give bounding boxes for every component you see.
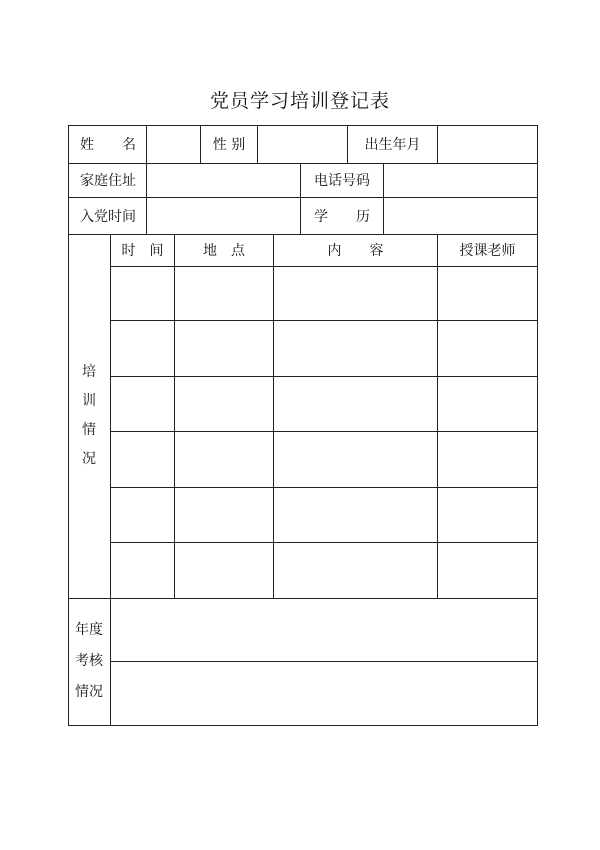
content-cell[interactable] bbox=[274, 543, 437, 598]
join-date-field[interactable] bbox=[147, 198, 300, 234]
location-cell[interactable] bbox=[175, 267, 273, 320]
time-cell[interactable] bbox=[111, 432, 174, 487]
phone-field[interactable] bbox=[384, 164, 537, 197]
assessment-section-label: 年度 考核 情况 bbox=[75, 622, 103, 700]
training-section-label: 培 训 情 况 bbox=[82, 364, 96, 467]
time-cell[interactable] bbox=[111, 321, 174, 376]
header-instructor: 授课老师 bbox=[459, 243, 516, 259]
location-cell[interactable] bbox=[175, 543, 273, 598]
birth-date-label: 出生年月 bbox=[364, 137, 421, 153]
instructor-cell[interactable] bbox=[438, 377, 537, 431]
phone-label: 电话号码 bbox=[314, 173, 370, 189]
instructor-cell[interactable] bbox=[438, 267, 537, 320]
page-title: 党员学习培训登记表 bbox=[209, 90, 390, 112]
content-cell[interactable] bbox=[274, 377, 437, 431]
name-field[interactable] bbox=[147, 126, 200, 163]
content-cell[interactable] bbox=[274, 321, 437, 376]
gender-field[interactable] bbox=[258, 126, 347, 163]
location-cell[interactable] bbox=[175, 377, 273, 431]
location-cell[interactable] bbox=[175, 488, 273, 542]
instructor-cell[interactable] bbox=[438, 543, 537, 598]
time-cell[interactable] bbox=[111, 543, 174, 598]
header-time: 时 间 bbox=[121, 243, 164, 259]
header-location: 地 点 bbox=[203, 243, 245, 259]
instructor-cell[interactable] bbox=[438, 432, 537, 487]
join-date-label: 入党时间 bbox=[80, 208, 136, 225]
location-cell[interactable] bbox=[175, 432, 273, 487]
content-cell[interactable] bbox=[274, 488, 437, 542]
header-content: 内 容 bbox=[327, 243, 384, 259]
birth-date-field[interactable] bbox=[438, 126, 537, 163]
address-field[interactable] bbox=[147, 164, 300, 197]
instructor-cell[interactable] bbox=[438, 321, 537, 376]
time-cell[interactable] bbox=[111, 267, 174, 320]
gender-label: 性 别 bbox=[212, 137, 246, 153]
education-label: 学 历 bbox=[314, 208, 370, 225]
content-cell[interactable] bbox=[274, 267, 437, 320]
assessment-field-1[interactable] bbox=[111, 599, 537, 661]
location-cell[interactable] bbox=[175, 321, 273, 376]
time-cell[interactable] bbox=[111, 488, 174, 542]
assessment-field-2[interactable] bbox=[111, 662, 537, 725]
name-label: 姓 名 bbox=[80, 137, 136, 153]
content-cell[interactable] bbox=[274, 432, 437, 487]
time-cell[interactable] bbox=[111, 377, 174, 431]
instructor-cell[interactable] bbox=[438, 488, 537, 542]
education-field[interactable] bbox=[384, 198, 537, 234]
address-label: 家庭住址 bbox=[80, 173, 136, 189]
